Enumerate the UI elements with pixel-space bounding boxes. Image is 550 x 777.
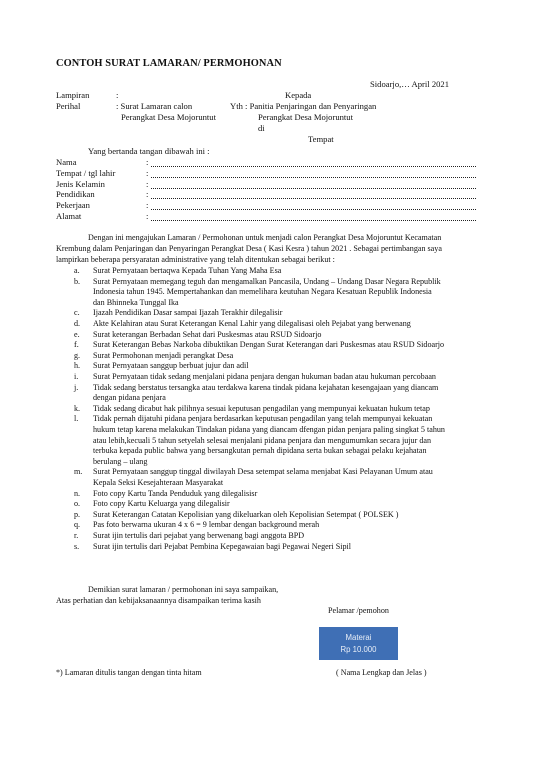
requirement-item xyxy=(74,361,484,372)
requirement-line: Surat keterangan Berbadan Sehat dari Puskesmas atau RSUD Sidoarjo xyxy=(93,329,322,339)
requirement-marker: p. xyxy=(74,509,81,519)
requirement-text xyxy=(93,414,484,467)
footnote: *) Lamaran ditulis tangan dengan tinta hitam xyxy=(56,668,202,677)
requirement-item xyxy=(74,531,484,542)
field-label: Tempat / tgl lahir xyxy=(56,167,116,178)
field-colon: : xyxy=(146,157,149,167)
requirement-marker: j. xyxy=(74,382,79,392)
requirement-line: Surat Pernyataan tidak sedang menjalani pidana penjara dengan hukuman badan atau hukuman percobaan xyxy=(93,372,436,381)
requirement-text xyxy=(93,340,484,351)
requirement-marker: g. xyxy=(74,350,81,360)
materai-value: Rp 10.000 xyxy=(340,644,377,654)
requirement-marker: q. xyxy=(74,520,81,530)
requirement-item xyxy=(74,499,484,510)
requirement-item xyxy=(74,330,484,341)
requirement-marker: k. xyxy=(74,403,81,413)
requirement-item xyxy=(74,414,484,467)
requirement-item xyxy=(74,510,484,521)
requirement-marker: f. xyxy=(74,340,79,350)
pelamar-label: Pelamar /pemohon xyxy=(328,606,389,615)
field-colon: : xyxy=(146,178,149,189)
requirement-text xyxy=(93,520,484,531)
lampiran-colon: : xyxy=(116,90,119,100)
requirement-item xyxy=(74,383,484,404)
perihal-value: : Surat Lamaran calon xyxy=(116,101,193,111)
materai-stamp-placeholder xyxy=(319,627,398,660)
requirement-line: terbuka kepada public bahwa yang bersangkutan pernah dipidana serta bukan sebagai pelaku kejahatan xyxy=(93,446,427,456)
requirement-marker: c. xyxy=(74,308,80,318)
field-label: Jenis Kelamin xyxy=(56,178,105,189)
requirement-text xyxy=(93,372,484,383)
requirement-text xyxy=(93,266,484,277)
addressee-tempat: Tempat xyxy=(308,134,334,144)
requirement-line: dan Bhinneka Tunggal Ika xyxy=(93,297,179,307)
requirement-text xyxy=(93,277,484,309)
requirement-line: Akte Kelahiran atau Surat Keterangan Kenal Lahir yang dilegalisasi oleh Pejabat yang berwenang xyxy=(93,319,411,328)
field-label: Alamat xyxy=(56,211,82,221)
intro-paragraph xyxy=(56,232,488,266)
requirement-marker: m. xyxy=(74,467,83,477)
requirement-marker: s. xyxy=(74,541,80,551)
requirement-line: Foto copy Kartu Keluarga yang dilegalisir xyxy=(93,499,230,509)
intro-line: Dengan ini mengajukan Lamaran / Permohonan untuk menjadi calon Perangkat Desa Mojoruntut Kecamatan xyxy=(88,233,442,242)
addressee-line-1: Yth : Panitia Penjaringan dan Penyaringan xyxy=(230,101,377,111)
requirement-item xyxy=(74,266,484,277)
requirement-text xyxy=(93,330,484,341)
requirement-text xyxy=(93,351,484,362)
field-input-line[interactable] xyxy=(151,188,476,189)
signature-name: ( Nama Lengkap dan Jelas ) xyxy=(336,668,427,677)
requirement-line: Surat Pernyataan bertaqwa Kepada Tuhan Yang Maha Esa xyxy=(93,266,282,275)
kepada-label: Kepada xyxy=(285,90,312,100)
requirement-line: Surat Permohonan menjadi perangkat Desa xyxy=(93,350,234,360)
requirement-line: Tidak pernah dijatuhi pidana penjara berdasarkan keputusan pengadilan yang telah mempunyai kekuatan xyxy=(93,414,433,424)
requirement-line: Surat Keterangan Catatan Kepolisian yang dikeluarkan oleh Kepolisian Setempat ( POLSEK ) xyxy=(93,509,399,519)
requirement-line: Surat Pernyataan sanggup berbuat jujur dan adil xyxy=(93,361,249,371)
field-colon: : xyxy=(146,211,149,221)
requirement-text xyxy=(93,308,484,319)
requirement-line: Pas foto berwarna ukuran 4 x 6 = 9 lembar dengan background merah xyxy=(93,520,320,530)
requirement-marker: r. xyxy=(74,531,79,540)
requirement-line: Tidak sedang berstatus tersangka atau terdakwa karena tindak pidana kejahatan kesengajaan yang diancam xyxy=(93,382,439,392)
requirement-item xyxy=(74,467,484,488)
field-label: Pekerjaan xyxy=(56,200,90,211)
requirement-line: atau lebih,kecuali 5 tahun setyelah selesai menjalani pidana penjara dan mengumumkan secara jujur dan xyxy=(93,435,432,445)
intro-line: Krembung dalam Penjaringan dan Penyaringan Perangkat Desa ( Kasi Kesra ) tahun 2021 . Sebagai pertimbangan saya xyxy=(56,244,442,254)
requirement-text xyxy=(93,467,484,488)
page-title: CONTOH SURAT LAMARAN/ PERMOHONAN xyxy=(56,58,282,69)
requirement-text xyxy=(93,531,484,542)
requirement-line: berulang – ulang xyxy=(93,456,148,466)
field-input-line[interactable] xyxy=(151,177,476,178)
requirement-item xyxy=(74,351,484,362)
requirement-text xyxy=(93,319,484,330)
requirement-line: Surat ijin tertulis dari Pejabat Pembina Kepegawaian bagi Pegawai Negeri Sipil xyxy=(93,541,352,551)
perihal-label: Perihal xyxy=(56,101,81,111)
field-colon: : xyxy=(146,189,149,200)
undersigned-text: Yang bertanda tangan dibawah ini : xyxy=(88,146,210,156)
requirement-item xyxy=(74,277,484,309)
requirement-item xyxy=(74,520,484,531)
addressee-di: di xyxy=(258,123,265,133)
letter-date: Sidoarjo,… April 2021 xyxy=(370,79,450,89)
requirement-text xyxy=(93,489,484,500)
requirement-line: Surat Pernyataan memegang teguh dan mengamalkan Pancasila, Undang – Undang Dasar Negara Republik xyxy=(93,276,441,286)
requirement-line: hukum tetap karena melakukan Tindakan pidana yang diancam dfengan pidan penjara paling singkat 5 tahun xyxy=(93,424,445,434)
requirement-item xyxy=(74,542,484,553)
requirement-item xyxy=(74,319,484,330)
requirement-line: Ijazah Pendidikan Dasar sampai Ijazah Terakhir dilegalisir xyxy=(93,308,283,318)
field-input-line[interactable] xyxy=(151,166,476,167)
requirement-marker: e. xyxy=(74,329,80,339)
requirement-line: Tidak sedang dicabut hak pilihnya sesuai keputusan pengadilan yang mempunyai kekuatan hukum tetap xyxy=(93,403,430,413)
intro-line: lampirkan beberapa persyaratan administrative yang telah ditentukan sebagai berikut : xyxy=(56,255,335,265)
materai-label: Materai xyxy=(345,633,372,642)
requirement-text xyxy=(93,361,484,372)
field-input-line[interactable] xyxy=(151,198,476,199)
requirement-text xyxy=(93,499,484,510)
field-label: Pendidikan xyxy=(56,189,95,200)
requirement-text xyxy=(93,404,484,415)
requirement-line: Surat Pernyataan sanggup tinggal diwilayah Desa setempat selama menjabat Kasi Pelayanan Umum atau xyxy=(93,467,433,477)
requirement-marker: b. xyxy=(74,276,81,286)
requirement-line: dengan pidana penjara xyxy=(93,393,166,403)
requirement-line: Surat ijin tertulis dari pejabat yang berwenang bagi anggota BPD xyxy=(93,531,305,540)
requirement-text xyxy=(93,383,484,404)
requirement-item xyxy=(74,372,484,383)
requirement-item xyxy=(74,489,484,500)
field-colon: : xyxy=(146,167,149,178)
requirement-item xyxy=(74,404,484,415)
requirement-marker: n. xyxy=(74,488,81,498)
addressee-line-2: Perangkat Desa Mojoruntut xyxy=(258,112,353,122)
requirement-text xyxy=(93,510,484,521)
requirement-marker: l. xyxy=(74,414,79,424)
requirement-marker: a. xyxy=(74,266,80,275)
requirement-line: Surat Keterangan Bebas Narkoba dibuktikan Dengan Surat Keterangan dari Puskesmas atau RSUD Sidoarjo xyxy=(93,340,445,350)
requirement-marker: i. xyxy=(74,372,79,381)
requirement-item xyxy=(74,308,484,319)
requirement-marker: h. xyxy=(74,361,81,371)
field-colon: : xyxy=(146,200,149,211)
field-input-line[interactable] xyxy=(151,209,476,210)
requirement-marker: o. xyxy=(74,499,81,509)
requirement-line: Kepala Seksi Kesejahteraan Masyarakat xyxy=(93,477,224,487)
closing-line-1: Demikian surat lamaran / permohonan ini saya sampaikan, xyxy=(88,585,279,594)
requirement-item xyxy=(74,340,484,351)
closing-line-2: Atas perhatian dan kebijaksanaannya disampaikan terima kasih xyxy=(56,596,261,605)
requirement-line: Indonesia tahun 1945. Mempertahankan dan memelihara keutuhan Negara Kesatuan Republik Indonesia xyxy=(93,287,432,297)
requirement-line: Foto copy Kartu Tanda Penduduk yang dilegalisisr xyxy=(93,488,258,498)
requirement-marker: d. xyxy=(74,319,81,328)
lampiran-label: Lampiran xyxy=(56,90,90,100)
field-input-line[interactable] xyxy=(151,220,476,221)
perihal-value-2: Perangkat Desa Mojoruntut xyxy=(121,112,216,122)
requirement-text xyxy=(93,542,484,553)
field-label: Nama xyxy=(56,157,77,167)
